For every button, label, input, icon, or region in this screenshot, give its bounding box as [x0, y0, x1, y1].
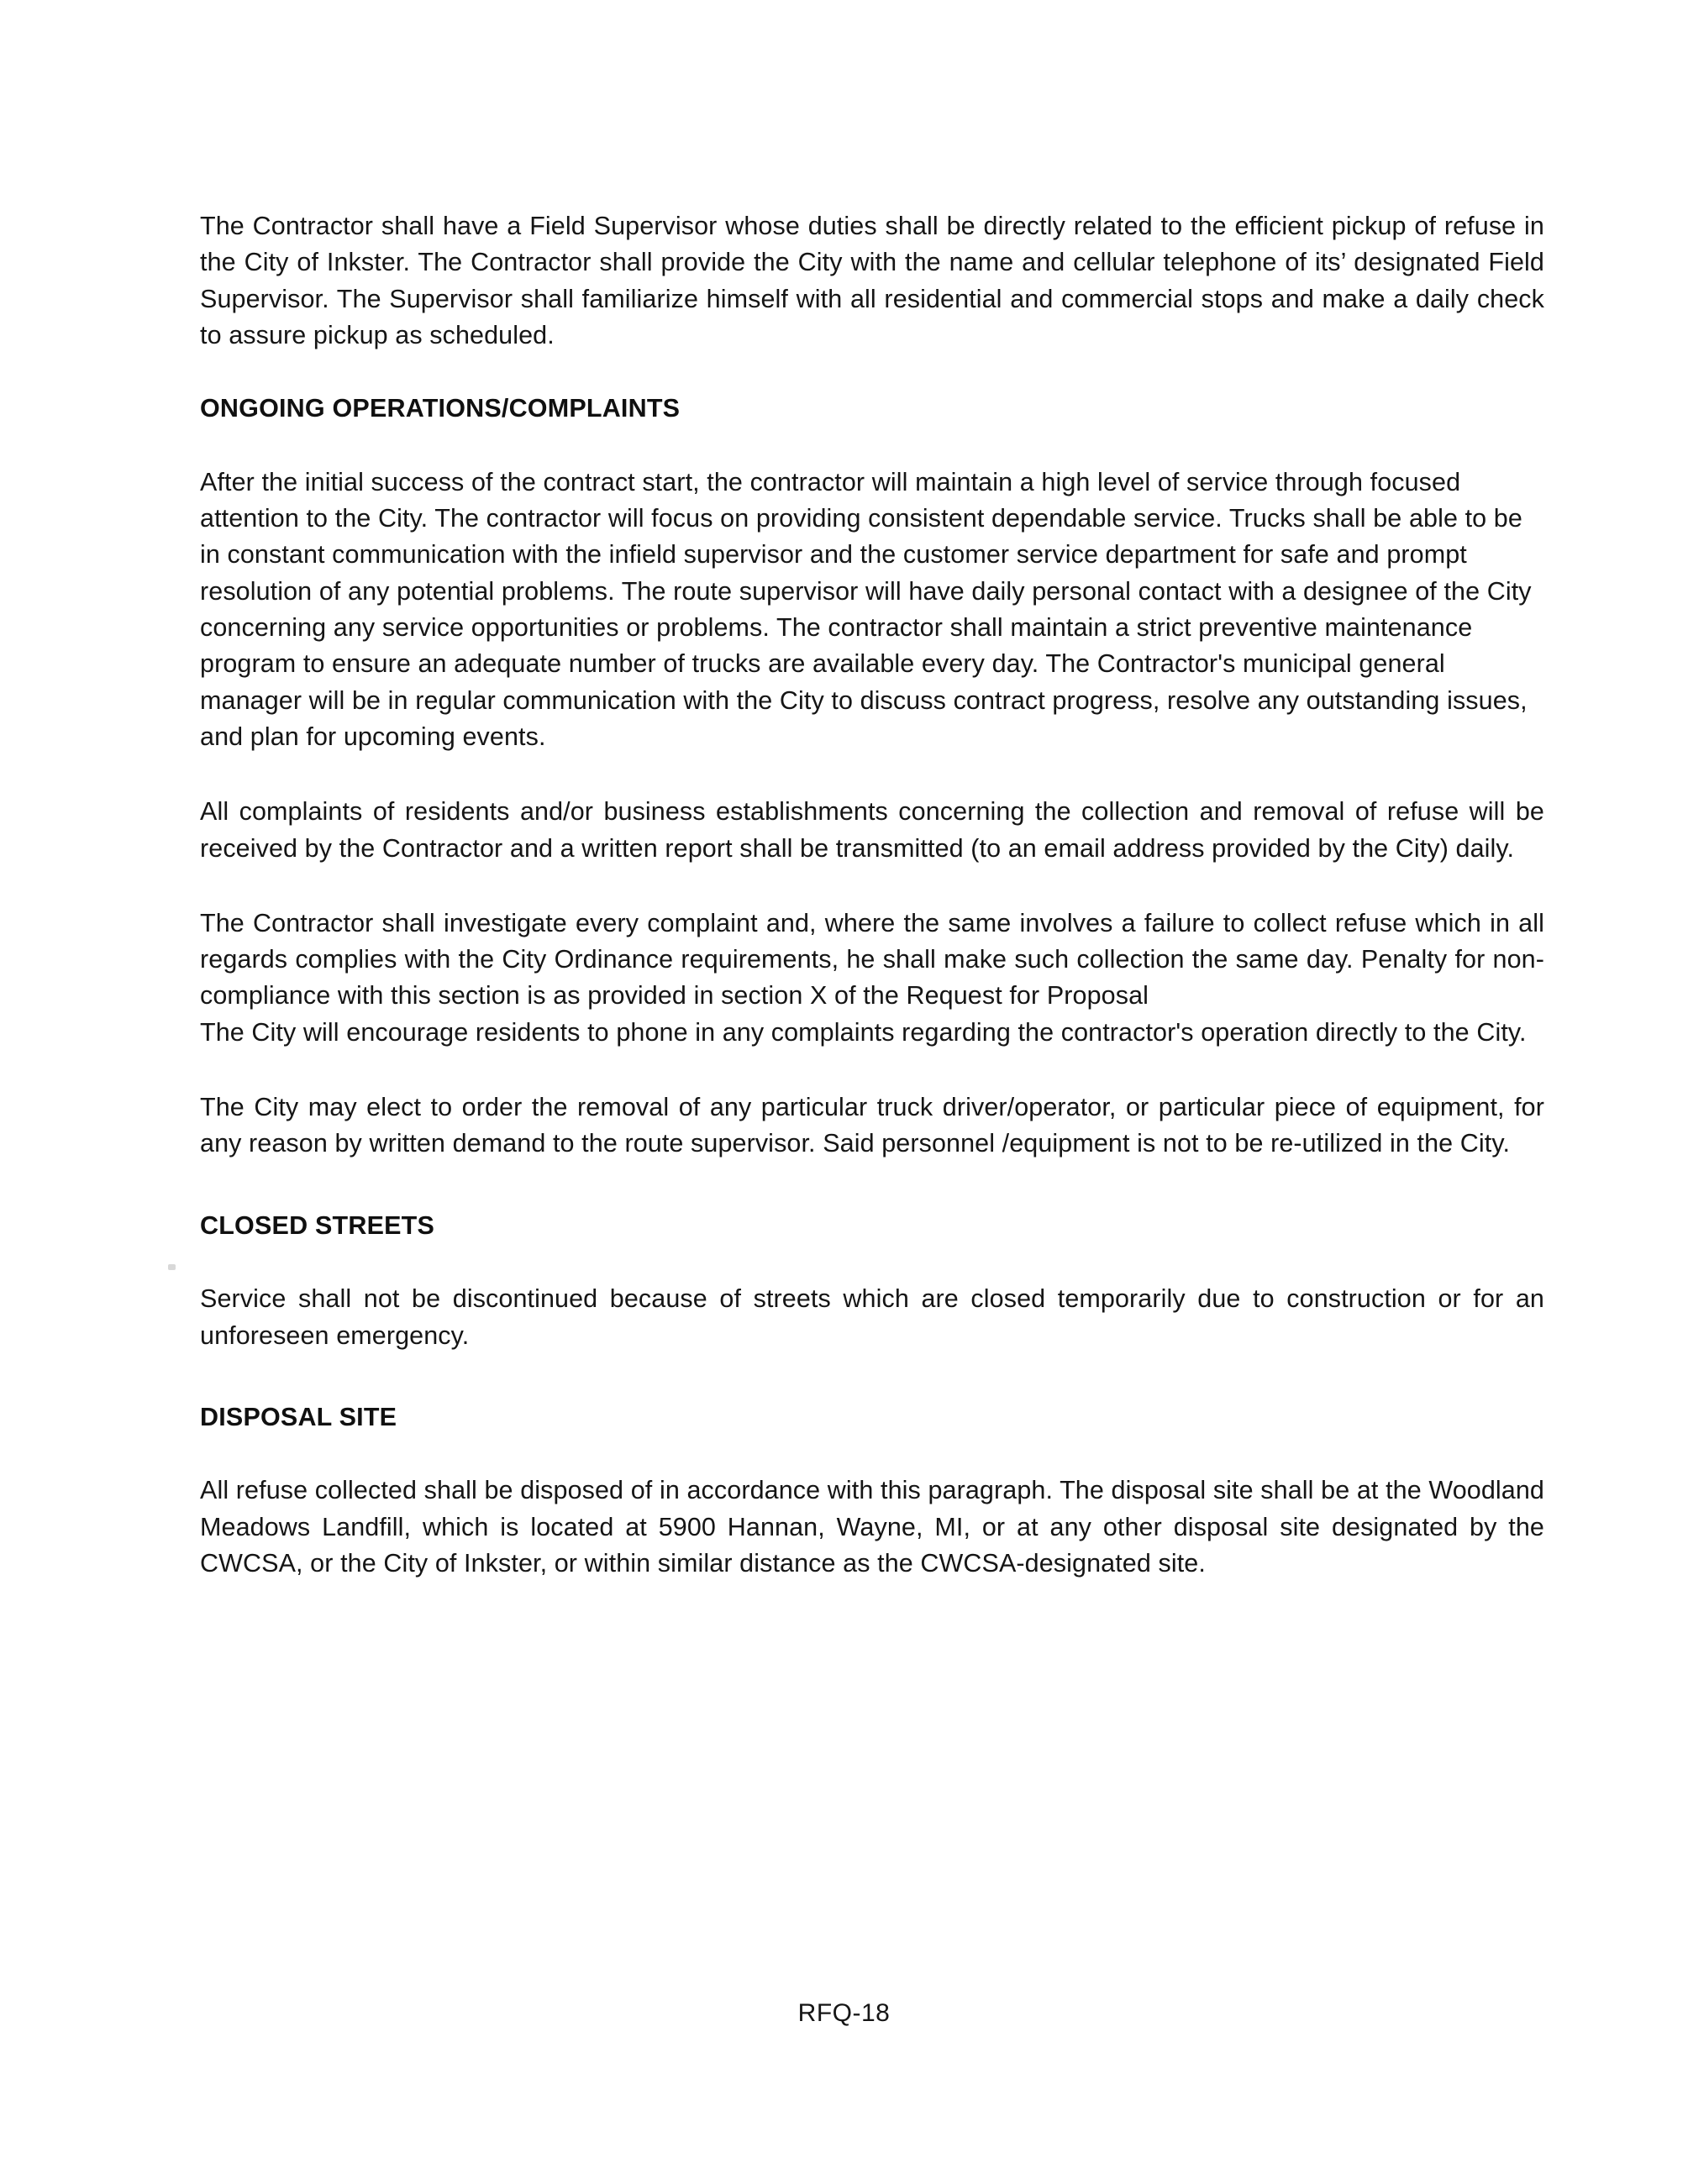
scan-speck-artifact: [168, 1264, 176, 1270]
paragraph-disposal-site: All refuse collected shall be disposed of in accordance with this paragraph. The disposal site shall be at the Woodland Meadows Landfill, which is located at 5900 Hannan, Wayne, MI, or at any other disposal site designated by the CWCSA, or the City of Inkster, or within similar distance as the CWCSA-designated site.: [200, 1476, 1544, 1578]
spacer: [200, 755, 1544, 794]
page-footer-label: RFQ-18: [797, 1999, 891, 2027]
spacer: [200, 354, 1544, 392]
spacer: [200, 1242, 1544, 1281]
spacer: [200, 426, 1544, 465]
spacer: [200, 867, 1544, 906]
paragraph-complaints-reporting: All complaints of residents and/or business establishments concerning the collection and removal of refuse will be received by the Contractor and a written report shall be transmitted (to an email address provided by the City) daily.: [200, 797, 1544, 863]
paragraph-closed-streets: Service shall not be discontinued because of streets which are closed temporarily due to construction or for an unforeseen emergency.: [200, 1284, 1544, 1350]
paragraph-field-supervisor: The Contractor shall have a Field Supervisor whose duties shall be directly related to the efficient pickup of refuse in the City of Inkster. The Contractor shall provide the City with the name and cellular telephone of its’ designated Field Supervisor. The Supervisor shall familiarize himself with all residential and commercial stops and make a daily check to assure pickup as scheduled.: [200, 212, 1544, 349]
paragraph-ongoing-operations-1: After the initial success of the contract start, the contractor will maintain a high level of service through focused attention to the City. The contractor will focus on providing consistent dependable service. Trucks shall be able to be in constant communication with the infield supervisor and the customer service department for safe and prompt resolution of any potential problems. The route supervisor will have daily personal contact with a designee of the City concerning any service opportunities or problems. The contractor shall maintain a strict preventive maintenance program to ensure an adequate number of trucks are available every day. The Contractor's municipal general manager will be in regular communication with the City to discuss contract progress, resolve any outstanding issues, and plan for upcoming events.: [200, 467, 1532, 751]
spacer: [200, 1051, 1544, 1089]
paragraph-equipment-removal: The City may elect to order the removal of any particular truck driver/operator, or particular piece of equipment, for any reason by written demand to the route supervisor. Said personnel /equipment is not to be re-utilized in the City.: [200, 1092, 1544, 1158]
spacer: [200, 1354, 1544, 1401]
paragraph-complaint-investigation: The Contractor shall investigate every complaint and, where the same involves a failure to collect refuse which in all regards complies with the City Ordinance requirements, he shall make such collection the same day. Penalty for non-compliance with this section is as provided in section X of the Request for Proposal: [200, 908, 1544, 1011]
page-content: [200, 208, 1544, 1582]
heading-closed-streets: CLOSED STREETS: [200, 1210, 435, 1240]
heading-disposal-site: DISPOSAL SITE: [200, 1402, 397, 1431]
heading-ongoing-operations: ONGOING OPERATIONS/COMPLAINTS: [200, 394, 681, 423]
paragraph-resident-phone-complaints: The City will encourage residents to phone in any complaints regarding the contractor's operation directly to the City.: [200, 1017, 1527, 1047]
spacer: [200, 1434, 1544, 1473]
spacer: [200, 1163, 1544, 1210]
